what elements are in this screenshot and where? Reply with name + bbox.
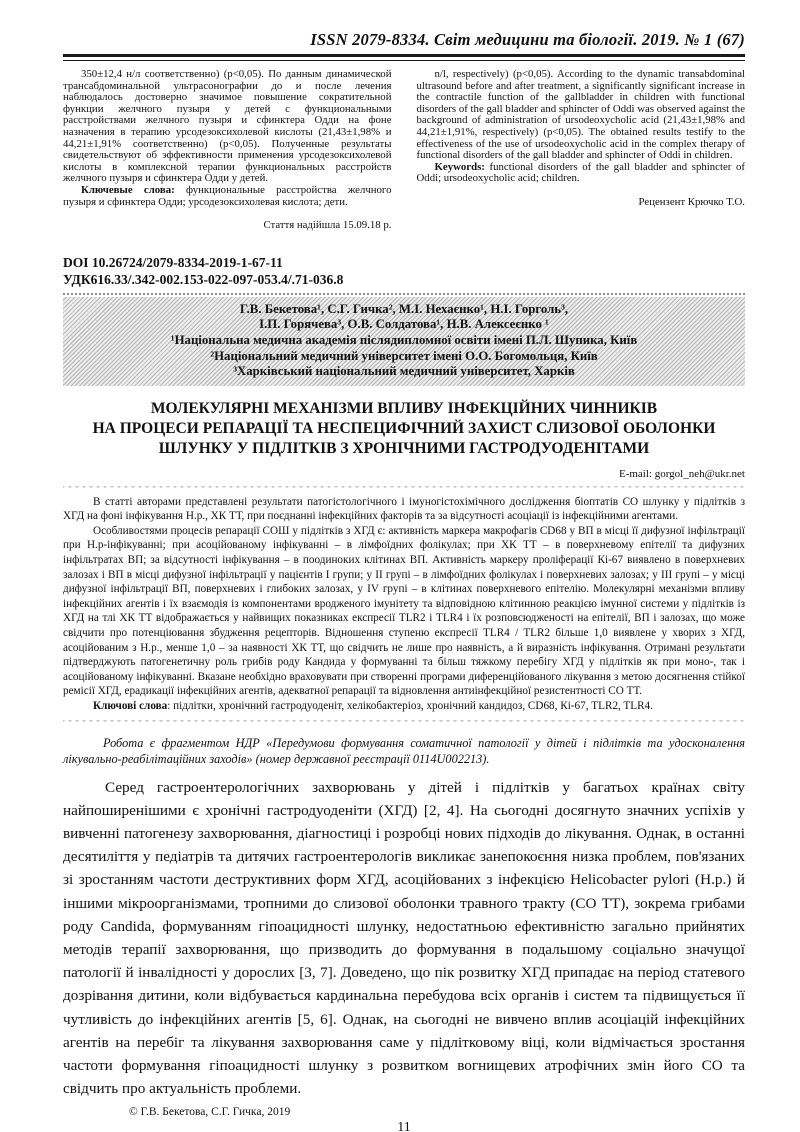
abstract-en-body: n/l, respectively) (p<0,05). According to the dynamic transabdominal ultrasound before and after treatment, a significantly significant increase in the contractile function of the gallbladder in children with functional disorders of the gall bladder and sphincter of Oddi was observed against the background of administration of ursodeoxycholic acid (21,43±1,98% and 44,21±1,91%, respectively) (p<0,05). The obtained results testify to the effectiveness of the use of ursodeoxycholic acid in the complex therapy of functional disorders of the gall bladder and sphincter of Oddi in children. (416, 68, 745, 162)
abstract-ru-keywords-text: функциональные расстройства желчного пузыря и сфинктера Одди; урсодезоксихолевая кислота; дети. (63, 183, 392, 208)
journal-header: ISSN 2079-8334. Світ медицини та біології. 2019. № 1 (67) (310, 30, 745, 49)
abstract-keywords-text: : підлітки, хронічний гастродуоденіт, хелікобактеріоз, хронічний кандидоз, CD68, Кі-67, TLR2, TLR4. (167, 700, 653, 712)
abstract-keywords-label: Ключові слова (93, 700, 168, 712)
article-body (63, 776, 745, 1101)
dotted-divider (63, 293, 745, 295)
abstract-ru-keywords (63, 185, 392, 208)
research-project-note (63, 735, 745, 768)
doi-line: DOI 10.26724/2079-8334-2019-1-67-11 (63, 254, 283, 270)
article-abstract (63, 495, 745, 714)
affiliation-1: ¹Національна медична академія післядипломної освіти імені П.Л. Шупика, Київ (170, 332, 638, 347)
header-rule (63, 54, 745, 61)
article-received-date: Стаття надійшла 15.09.18 р. (263, 219, 392, 232)
abstract-en-keywords-text: functional disorders of the gall bladder and sphincter of Oddi; ursodeoxycholic acid; children. (416, 160, 745, 185)
authors-line-1: Г.В. Бекетова¹, С.Г. Гичка², М.І. Нехаєнко¹, Н.І. Горголь³, (239, 301, 569, 316)
doi-udk-block (63, 254, 745, 288)
affiliation-3: ³Харківський національний медичний університет, Харків (233, 364, 575, 379)
article-body-paragraph: Серед гастроентерологічних захворювань у дітей і підлітків у багатьох країнах світу найпоширенішими є хронічні гастродуоденіти (ХГД) [2, 4]. На сьогодні досягнуто значних успіхів у вивченні патогенезу захворювання, діагностиці і розробці нових підходів до лікування. Однак, в останні десятиліття у педіатрів та дитячих гастроентерологів викликає занепокоєння низка проблем, пов'язаних зі зростанням частоти деструктивних форм ХГД, асоційованих з інфекцією Helicobacter pylori (Н.р.) й іншими мікроорганізмами, тропними до слизової оболонки травного тракту (СО ТТ), зокрема грибами роду Candida, формуванням гіпоацидності шлунку, недостатньою ефективністю загально прийнятих методів терапії захворювання, що призводить до формування в подальшому соціально значущої патології й інвалідності у дорослих [3, 7]. Доведено, що пік розвитку ХГД припадає на період статевого дозрівання дитини, коли відбувається кардинальна перебудова всіх органів і систем та підвищується її чутливість до інфекційних агентів [5, 6]. Однак, на сьогодні не вивчено вплив асоціацій інфекційних агентів на перебіг та лікування захворювання саме у підлітковому віці, коли відмічається зростання частоти формування гіпоацидності шлунку з розвитком вогнищевих атрофічних змін його СО та свідчить про актуальність проблеми. (63, 778, 745, 1098)
wavy-divider-bottom (63, 720, 745, 725)
page-number: 11 (397, 1120, 411, 1132)
authors-block (63, 297, 745, 386)
wavy-divider-top (63, 486, 745, 491)
abstract-column-english (417, 69, 746, 232)
abstract-en-keywords (417, 162, 746, 185)
research-project-note-text: Робота є фрагментом НДР «Передумови формування соматичної патології у дітей і підлітків та удосконалення лікувально-реабілітаційних заходів» (номер державної реєстрації 0114U002213). (63, 735, 745, 767)
abstract-paragraph-2: Особливостями процесів репарації СОШ у підлітків з ХГД є: активність маркера макрофагів CD68 у ВП в місці її дифузної інфільтрації при Н.р-інфікуванні; при асоційованому інфікуванні – в лімфоїдних фолікулах; при ХК ТТ – в поверхневому епітелії та дифузних інфільтратах ВП; за відсутності інфікування – в поодиноких клітинах ВП. Активність маркеру проліферації Кі-67 виявлено в поверхневих залозах і ВП в місці дифузної інфільтрації у пацієнтів І групи; у ІІ групі – в лімфоїдних фолікулах і поверхневих залозах; у ІІІ групі – у місці дифузної інфільтрації ВП, поверхневих і глибоких залозах, у ІV групі – в клітинах поверхневого епітелію. Молекулярні механізми впливу інфекційних агентів і їх взаємодія із компонентами вродженого імунітету та відповідною клітинною реакцією імунної системи у підлітків із ХГД на тлі ХК ТТ відображається у найвищих показниках експресії TLR2 і TLR4 і їх розповсюдженості на епітелії, ВП і залозах, що може свідчити про потенціювання збудження рецепторів. Відношення ступеню експресії TLR4 / TLR2 більше 1,0 виявлене у хворих з ХГД, асоційованим з Н.р., менше 1,0 – за наявності ХК ТТ, що свідчить не лише про наявність, а й виразність інфікування. Отримані результати підтверджують патогенетичну роль грибів роду Кандида у формуванні та більш тяжкому перебігу ХГД у підлітків як при моно-, так і асоційованому інфікуванні. Вказане необхідно враховувати при створенні програми диференційованого лікування з метою досягнення стійкої ремісії ХГД, ерадикації інфекційних агентів, адекватної репарації та відновлення антиінфекційної резистентності СО ТТ. (63, 524, 745, 698)
abstract-ru-body: 350±12,4 н/л соответственно) (р<0,05). По данным динамической трансабдоминальной ультрасонографии до и после лечения наблюдалось достоверно значимое повышение сократительной функции желчного пузыря у детей с функциональными расстройствами желчного пузыря и сфинктера Одди на фоне назначения в терапию урсодезоксихолевой кислоты (21,43±1,98% и 44,21±1,91% соответственно) (р<0,05). Полученные результаты свидетельствуют об эффективности применения урсодезоксихолевой кислоты в комплексной терапии функциональных расстройств желчного пузыря и сфинктера Одди у детей. (63, 68, 392, 185)
article-title-line-1: МОЛЕКУЛЯРНІ МЕХАНІЗМИ ВПЛИВУ ІНФЕКЦІЙНИХ ЧИННИКІВ (150, 399, 658, 417)
authors-line-2: І.П. Горячева³, О.В. Солдатова¹, Н.В. Алексеєнко ¹ (259, 317, 549, 332)
contact-email: E-mail: gorgol_neh@ukr.net (618, 467, 745, 480)
affiliation-2: ²Національний медичний університет імені О.О. Богомольця, Київ (210, 348, 598, 363)
copyright-line: © Г.В. Бекетова, С.Г. Гичка, 2019 (129, 1106, 291, 1119)
udk-line: УДК616.33/.342-002.153-022-097-053.4/.71-036.8 (63, 271, 344, 287)
previous-article-abstracts (63, 69, 745, 232)
abstract-keywords (63, 699, 745, 714)
abstract-column-russian (63, 69, 392, 232)
article-title (63, 399, 745, 459)
article-reviewer: Рецензент Крючко Т.О. (638, 195, 745, 208)
abstract-ru-keywords-label: Ключевые слова: (81, 183, 175, 196)
article-title-line-2: НА ПРОЦЕСИ РЕПАРАЦІЇ ТА НЕСПЕЦИФІЧНИЙ ЗАХИСТ СЛИЗОВОЇ ОБОЛОНКИ (92, 419, 716, 437)
abstract-paragraph-1: В статті авторами представлені результати патогістологічного і імуногістохімічного дослідження біоптатів СО шлунку у підлітків з ХГД на фоні інфікування Н.р., ХК ТТ, при поєднанні інфекційних факторів та за відсутності асоціації із інфекційними агентами. (63, 495, 745, 523)
abstract-en-keywords-label: Keywords: (434, 160, 485, 173)
article-title-line-3: ШЛУНКУ У ПІДЛІТКІВ З ХРОНІЧНИМИ ГАСТРОДУОДЕНІТАМИ (158, 439, 650, 457)
